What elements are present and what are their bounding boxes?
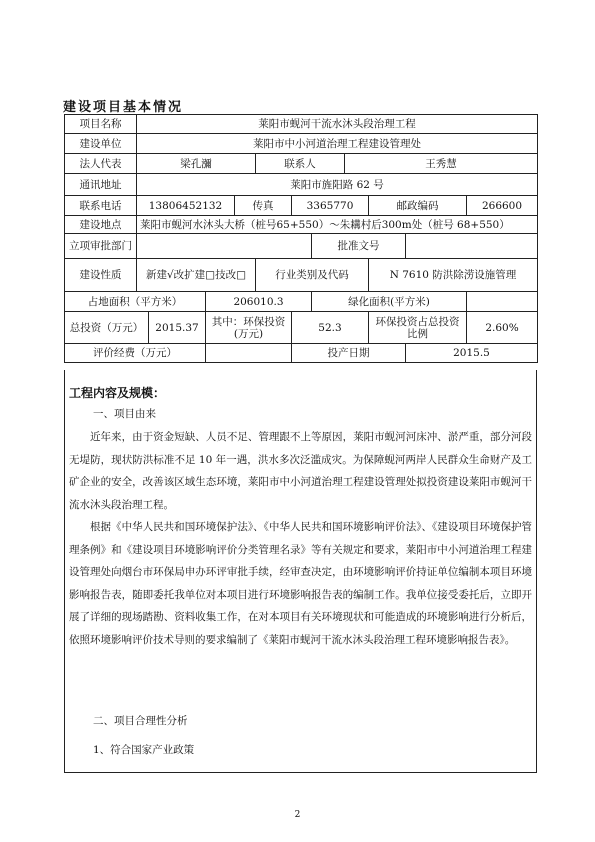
basic-info-table: [64, 114, 538, 363]
page-title: 建设项目基本情况: [63, 100, 184, 115]
industry-label: 行业类别及代码: [256, 259, 369, 292]
phone-label: 联系电话: [65, 196, 137, 216]
location-value: 莱阳市蚬河水沐头大桥（桩号65+550）～朱耩村后300m处（桩号 68+550）: [137, 216, 538, 234]
builder-value: 莱阳市中小河道治理工程建设管理处: [137, 134, 538, 154]
address-label: 通讯地址: [65, 174, 137, 196]
address-value: 莱阳市旌阳路 62 号: [137, 174, 538, 196]
phone-value: 13806452132: [137, 196, 235, 216]
invest-value: 2015.37: [149, 312, 206, 344]
fax-value: 3365770: [292, 196, 369, 216]
nature-label: 建设性质: [65, 259, 137, 292]
env-invest-label: 其中：环保投资(万元): [206, 312, 292, 344]
heading-rationality: 二、项目合理性分析: [93, 715, 188, 727]
legal-rep-label: 法人代表: [65, 154, 137, 174]
paragraph-legal-basis: 根据《中华人民共和国环境保护法》、《中华人民共和国环境影响评价法》、《建设项目环境保护管理条例》和《建设项目环境影响评价分类管理名录》等有关规定和要求，莱阳市中小河道治理工程建设管理处向烟台市环保局申办环评审批手续，经审查决定，由环境影响评价持证单位编制本项目环境影响报告表，随即委托我单位对本项目进行环境影响报告表的编制工作。我单位接受委托后，立即开展了详细的现场踏勘、资料收集工作，在对本项目有关环境现状和可能造成的环境影响进行分析后，依照环境影响评价技术导则的要求编制了《莱阳市蚬河干流水沐头段治理工程环境影响报告表》。: [69, 521, 532, 646]
section-title: 工程内容及规模：: [69, 386, 166, 400]
env-invest-value: 52.3: [292, 312, 369, 344]
prod-date-label: 投产日期: [292, 344, 406, 363]
location-label: 建设地点: [65, 216, 137, 234]
nature-value: 新建√改扩建□技改□: [137, 259, 256, 292]
ratio-value: 2.60%: [467, 312, 538, 344]
project-content-section: [64, 370, 537, 773]
eval-fee-label: 评价经费（万元）: [65, 344, 206, 363]
eval-fee-value: [206, 344, 292, 363]
industry-value: N 7610 防洪除涝设施管理: [369, 259, 538, 292]
contact-value: 王秀慧: [345, 154, 538, 174]
postcode-value: 266600: [467, 196, 538, 216]
paragraph-background: 近年来，由于资金短缺、人员不足、管理跟不上等原因，莱阳市蚬河河床冲、淤严重，部分河段无堤防，现状防洪标准不足 10 年一遇，洪水多次泛滥成灾。为保障蚬河两岸人民群众生命财产及工矿企业的安全，改善该区域生态环境，莱阳市中小河道治理工程建设管理处拟投资建设莱阳市蚬河干流水沐头段治理工程。: [69, 431, 532, 511]
approval-dept-value: [137, 234, 312, 259]
legal-rep-value: 梁孔瀰: [137, 154, 256, 174]
area-value: 206010.3: [206, 292, 312, 312]
fax-label: 传真: [235, 196, 292, 216]
project-name-label: 项目名称: [65, 115, 137, 134]
project-name-value: 莱阳市蚬河干流水沐头段治理工程: [137, 115, 538, 134]
approval-dept-label: 立项审批部门: [65, 234, 137, 259]
approval-no-value: [406, 234, 538, 259]
green-value: [467, 292, 538, 312]
postcode-label: 邮政编码: [369, 196, 467, 216]
invest-label: 总投资（万元）: [65, 312, 149, 344]
ratio-label: 环保投资占总投资比例: [369, 312, 467, 344]
heading-industry-policy: 1、符合国家产业政策: [93, 744, 195, 756]
green-label: 绿化面积(平方米): [312, 292, 467, 312]
prod-date-value: 2015.5: [406, 344, 538, 363]
builder-label: 建设单位: [65, 134, 137, 154]
contact-label: 联系人: [256, 154, 345, 174]
heading-project-origin: 一、项目由来: [93, 408, 156, 420]
area-label: 占地面积（平方米）: [65, 292, 206, 312]
page-number: 2: [294, 810, 301, 820]
approval-no-label: 批准文号: [312, 234, 406, 259]
